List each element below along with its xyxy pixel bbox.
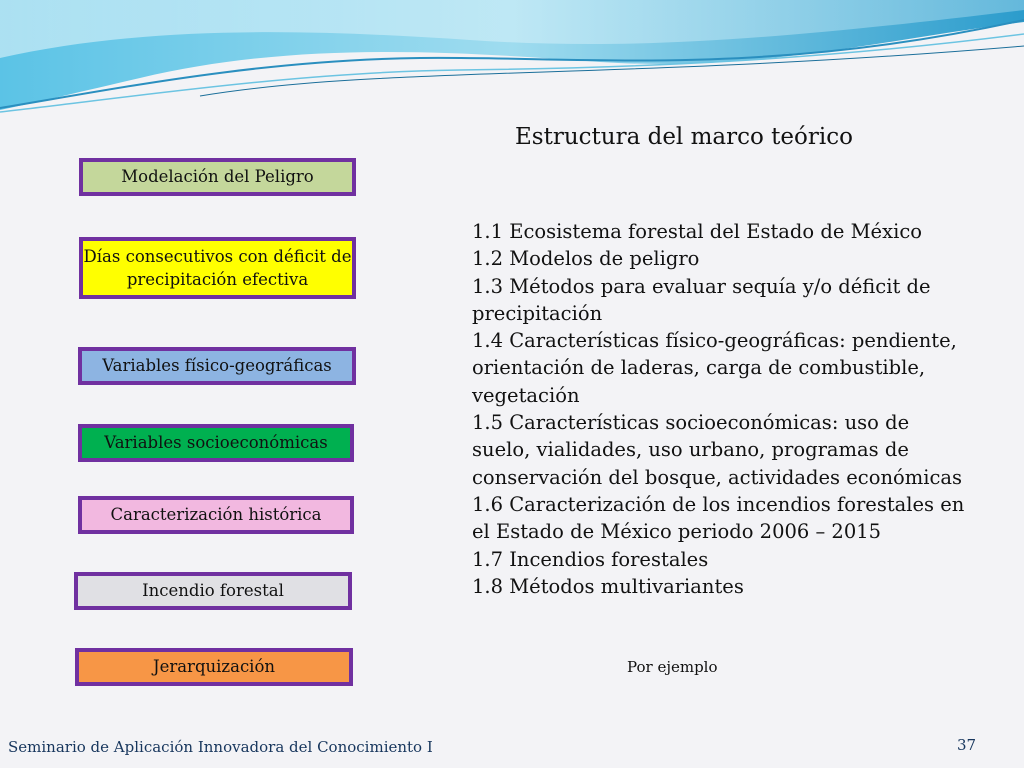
box-modelacion-peligro xyxy=(79,158,356,196)
box-label: Variables socioeconómicas xyxy=(104,433,328,452)
box-incendio-forestal xyxy=(74,572,352,610)
box-dias-deficit-precipitacion xyxy=(79,237,356,299)
page-number: 37 xyxy=(957,736,977,754)
outline-item: 1.4 Características físico-geográficas: pendiente, orientación de laderas, carga de combustible, vegetación xyxy=(472,329,957,407)
outline-item: 1.6 Caracterización de los incendios forestales en el Estado de México periodo 2006 – 2015 xyxy=(472,492,965,544)
outline-list xyxy=(472,218,972,600)
box-label: Incendio forestal xyxy=(142,581,284,600)
outline-item: 1.3 Métodos para evaluar sequía y/o déficit de precipitación xyxy=(472,274,931,325)
outline-item: 1.8 Métodos multivariantes xyxy=(472,574,744,598)
outline-item: 1.5 Características socioeconómicas: uso de suelo, vialidades, uso urbano, programas de conservación del bosque, actividades económicas xyxy=(472,411,963,489)
outline-item: 1.2 Modelos de peligro xyxy=(472,247,700,271)
box-label: Modelación del Peligro xyxy=(121,167,314,186)
outline-item: 1.1 Ecosistema forestal del Estado de México xyxy=(472,220,922,243)
box-label: Días consecutivos con déficit de precipitación efectiva xyxy=(83,247,352,289)
slide-title: Estructura del marco teórico xyxy=(515,124,853,150)
box-variables-fisico-geograficas xyxy=(78,347,356,385)
example-note: Por ejemplo xyxy=(627,658,718,676)
box-label: Jerarquización xyxy=(152,657,276,676)
box-label: Variables físico-geográficas xyxy=(102,356,332,375)
box-variables-socioeconomicas xyxy=(78,424,354,462)
outline-item: 1.7 Incendios forestales xyxy=(472,547,709,571)
box-jerarquizacion xyxy=(75,648,353,686)
header-wave-decoration xyxy=(0,0,1024,120)
box-label: Caracterización histórica xyxy=(110,505,322,524)
box-caracterizacion-historica xyxy=(78,496,354,534)
footer-text: Seminario de Aplicación Innovadora del Conocimiento I xyxy=(8,738,433,756)
